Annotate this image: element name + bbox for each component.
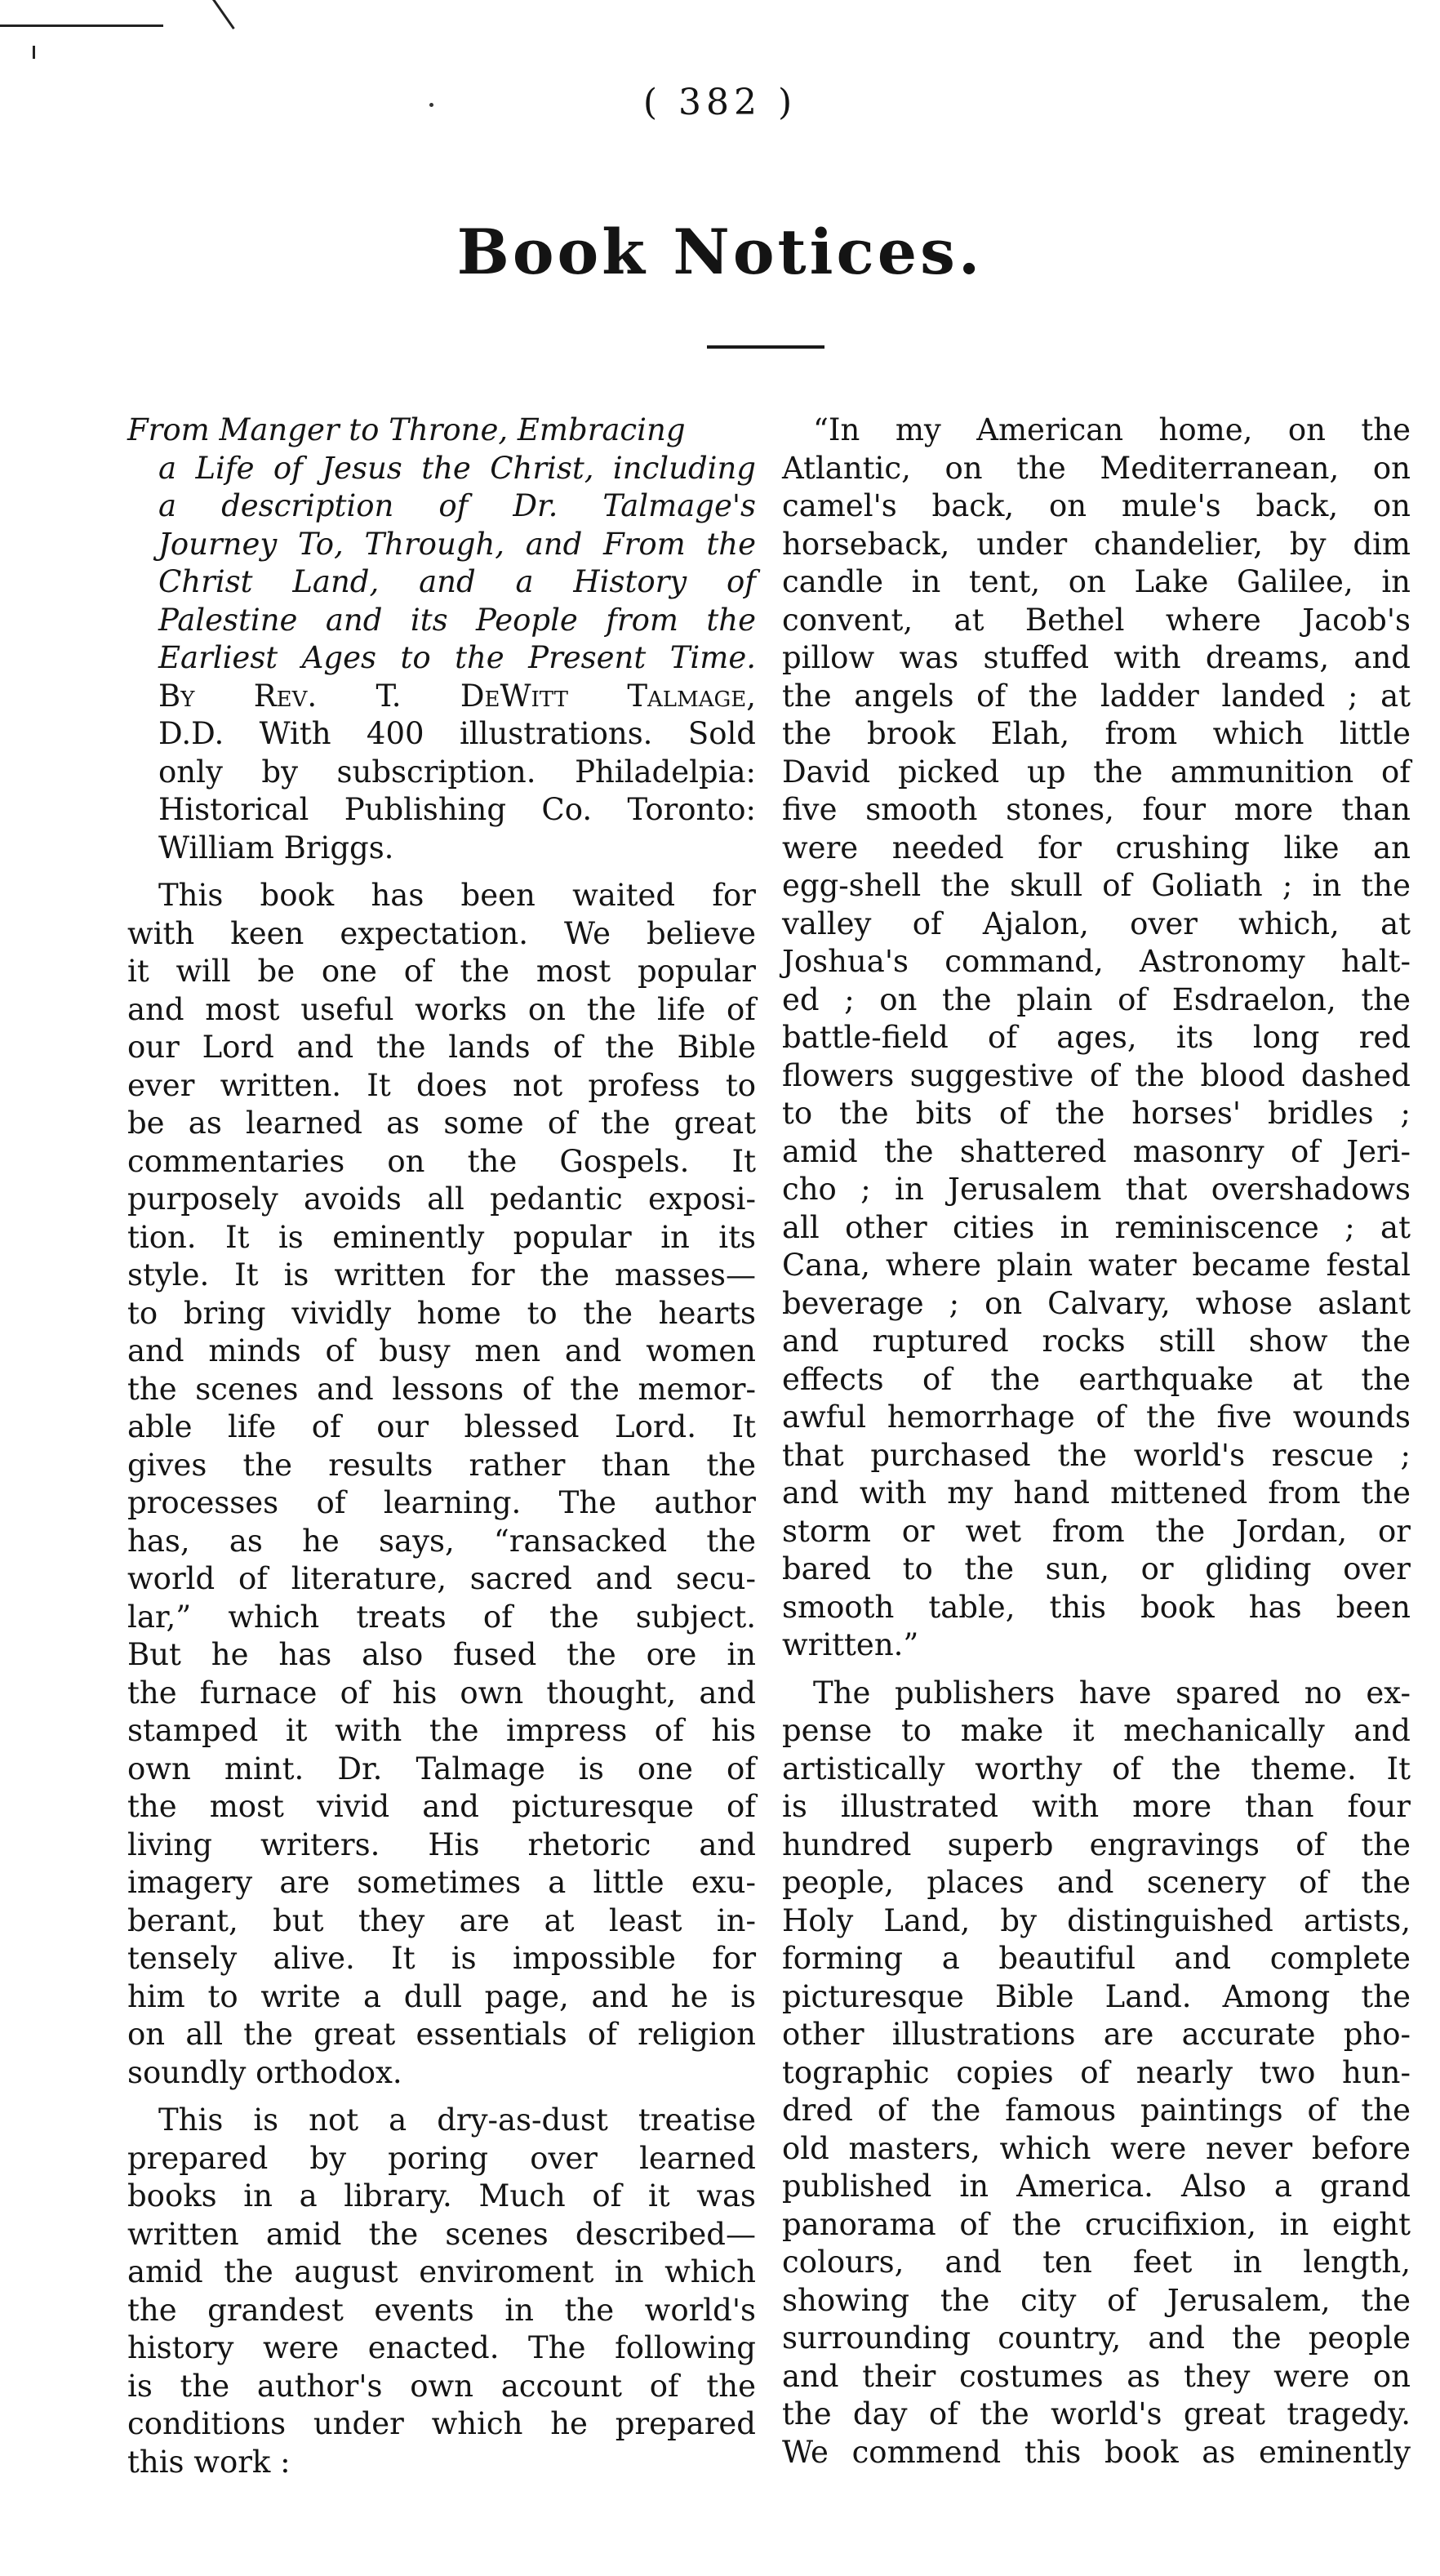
paragraph-line: and minds of busy men and women [127,1333,756,1368]
paragraph-line: this work : [127,2444,291,2480]
quote-line: flowers suggestive of the blood dashed [782,1057,1411,1093]
paragraph-line: Holy Land, by distinguished artists, [782,1902,1411,1938]
scan-edge-rule [0,24,163,27]
quote-line: Cana, where plain water became festal [782,1248,1411,1283]
review-paragraph-2 [127,2102,756,2481]
paragraph-line: it will be one of the most popular [127,954,756,989]
imprint-line: D.D. With 400 illustrations. Sold [158,716,756,751]
quote-line: the angels of the ladder landed ; at [782,678,1411,714]
paragraph-line: ever written. It does not profess to [127,1067,756,1103]
paragraph-line: is the author's own account of the [127,2368,756,2404]
paragraph-line: This is not a dry-as-dust treatise [158,2102,756,2138]
paragraph-line: written amid the scenes described— [127,2216,756,2252]
paragraph-line: people, places and scenery of the [782,1865,1411,1900]
paragraph-line: surrounding country, and the people [782,2320,1411,2356]
paragraph-line: history were enacted. The following [127,2330,756,2365]
paragraph-line: prepared by poring over learned [127,2140,756,2176]
paragraph-line: imagery are sometimes a little exu- [127,1865,756,1900]
paragraph-line: artistically worthy of the theme. It [782,1751,1411,1786]
paragraph-line: books in a library. Much of it was [127,2178,756,2213]
quote-line: cho ; in Jerusalem that overshadows [782,1172,1411,1207]
publisher-paragraph [782,1675,1411,2472]
citation-line: Journey To, Through, and From the [158,526,756,562]
quote-line: and ruptured rocks still show the [782,1324,1411,1359]
quote-line: pillow was stuffed with dreams, and [782,640,1411,675]
imprint-line: only by subscription. Philadelpia: [158,754,756,790]
paragraph-line: living writers. His rhetoric and [127,1826,756,1862]
paragraph-line: panorama of the crucifixion, in eight [782,2206,1411,2242]
paragraph-line: style. It is written for the masses— [127,1257,756,1292]
paragraph-line: tensely alive. It is impossible for [127,1941,756,1976]
paragraph-line: old masters, which were never before [782,2130,1411,2166]
paragraph-line: and most useful works on the life of [127,991,756,1027]
left-column [127,412,756,2481]
paragraph-line: him to write a dull page, and he is [127,1978,756,2014]
quote-line: were needed for crushing like an [782,830,1411,865]
citation-line: Christ Land, and a History of [158,564,756,599]
paragraph-line: the scenes and lessons of the memor- [127,1371,756,1407]
paragraph-line: tion. It is eminently popular in its [127,1219,756,1255]
quote-line: effects of the earthquake at the [782,1361,1411,1397]
paragraph-line: lar,” which treats of the subject. [127,1599,756,1635]
title-divider [707,345,824,349]
paragraph-line: gives the results rather than the [127,1447,756,1483]
paragraph-line: This book has been waited for [158,878,756,913]
quote-line: to the bits of the horses' bridles ; [782,1096,1411,1131]
paragraph-line: the furnace of his own thought, and [127,1675,756,1711]
paragraph-line: purposely avoids all pedantic exposi- [127,1181,756,1217]
quote-line: David picked up the ammunition of [782,754,1411,790]
quote-line: ed ; on the plain of Esdraelon, the [782,981,1411,1017]
quote-line: egg-shell the skull of Goliath ; in the [782,868,1411,903]
quote-line: that purchased the world's rescue ; [782,1437,1411,1473]
page-number: ( 382 ) [642,82,798,123]
paragraph-line: own mint. Dr. Talmage is one of [127,1751,756,1786]
paragraph-line: able life of our blessed Lord. It [127,1409,756,1444]
quote-line: all other cities in reminiscence ; at [782,1209,1411,1245]
paragraph-line: processes of learning. The author [127,1485,756,1520]
section-title: Book Notices. [456,216,984,288]
author-quote [782,412,1411,1665]
citation-line: a description of Dr. Talmage's [158,488,756,523]
paragraph-line: on all the great essentials of religion [127,2017,756,2052]
quote-line: valley of Ajalon, over which, at [782,905,1411,941]
citation-line: Earliest Ages to the Present Time. [158,640,756,675]
paragraph-line: and their costumes as they were on [782,2358,1411,2394]
imprint-line: William Briggs. [158,830,394,865]
quote-line: bared to the sun, or gliding over [782,1551,1411,1586]
right-column [782,412,1411,2471]
quote-line: storm or wet from the Jordan, or [782,1513,1411,1549]
paragraph-line: pense to make it mechanically and [782,1713,1411,1748]
review-paragraph-1 [127,877,756,2092]
paragraph-line: showing the city of Jerusalem, the [782,2282,1411,2318]
quote-line: “In my American home, on the [813,412,1411,447]
quote-line: convent, at Bethel where Jacob's [782,602,1411,638]
paragraph-line: stamped it with the impress of his [127,1713,756,1748]
paragraph-line: our Lord and the lands of the Bible [127,1030,756,1065]
quote-line: and with my hand mittened from the [782,1475,1411,1510]
paragraph-line: other illustrations are accurate pho- [782,2017,1411,2052]
citation-line: Palestine and its People from the [158,602,756,638]
book-citation [127,412,756,867]
paragraph-line: to bring vividly home to the hearts [127,1295,756,1331]
paragraph-line: with keen expectation. We believe [127,915,756,951]
quote-line: camel's back, on mule's back, on [782,488,1411,523]
quote-line: the brook Elah, from which little [782,716,1411,751]
paragraph-line: tographic copies of nearly two hun- [782,2054,1411,2090]
paragraph-line: amid the august enviroment in which [127,2254,756,2289]
scan-edge-mark [33,46,35,59]
quote-line: five smooth stones, four more than [782,792,1411,827]
imprint-line: By Rev. T. DeWitt Talmage, [158,678,756,714]
quote-line: Joshua's command, Astronomy halt- [782,944,1411,979]
quote-line: beverage ; on Calvary, whose aslant [782,1285,1411,1321]
paragraph-line: is illustrated with more than four [782,1789,1411,1824]
paragraph-line: world of literature, sacred and secu- [127,1561,756,1596]
quote-line: Atlantic, on the Mediterranean, on [782,450,1411,486]
paragraph-line: hundred superb engravings of the [782,1826,1411,1862]
imprint-line: Historical Publishing Co. Toronto: [158,792,756,827]
paragraph-line: published in America. Also a grand [782,2169,1411,2204]
paragraph-line: conditions under which he prepared [127,2406,756,2441]
paragraph-line: The publishers have spared no ex- [813,1675,1411,1711]
quote-line: candle in tent, on Lake Galilee, in [782,564,1411,599]
paragraph-line: soundly orthodox. [127,2054,402,2090]
quote-line: smooth table, this book has been [782,1589,1411,1625]
paragraph-line: We commend this book as eminently [782,2434,1411,2470]
paragraph-line: dred of the famous paintings of the [782,2093,1411,2128]
paragraph-line: But he has also fused the ore in [127,1637,756,1672]
paragraph-line: picturesque Bible Land. Among the [782,1978,1411,2014]
paragraph-line: colours, and ten feet in length, [782,2245,1411,2280]
paragraph-line: the most vivid and picturesque of [127,1789,756,1824]
paragraph-line: has, as he says, “ransacked the [127,1523,756,1559]
quote-line: amid the shattered masonry of Jeri- [782,1133,1411,1169]
paragraph-line: the grandest events in the world's [127,2292,756,2328]
quote-line: horseback, under chandelier, by dim [782,526,1411,562]
paragraph-line: commentaries on the Gospels. It [127,1143,756,1179]
paragraph-line: the day of the world's great tragedy. [782,2396,1411,2431]
quote-line: awful hemorrhage of the five wounds [782,1399,1411,1435]
quote-line: battle-field of ages, its long red [782,1020,1411,1055]
scan-edge-tick [212,0,235,29]
citation-line: From Manger to Throne, Embracing [127,412,686,447]
quote-line: written.” [782,1627,919,1662]
citation-line: a Life of Jesus the Christ, including [158,450,756,486]
paragraph-line: be as learned as some of the great [127,1106,756,1141]
paragraph-line: berant, but they are at least in- [127,1902,756,1938]
paragraph-line: forming a beautiful and complete [782,1941,1411,1976]
